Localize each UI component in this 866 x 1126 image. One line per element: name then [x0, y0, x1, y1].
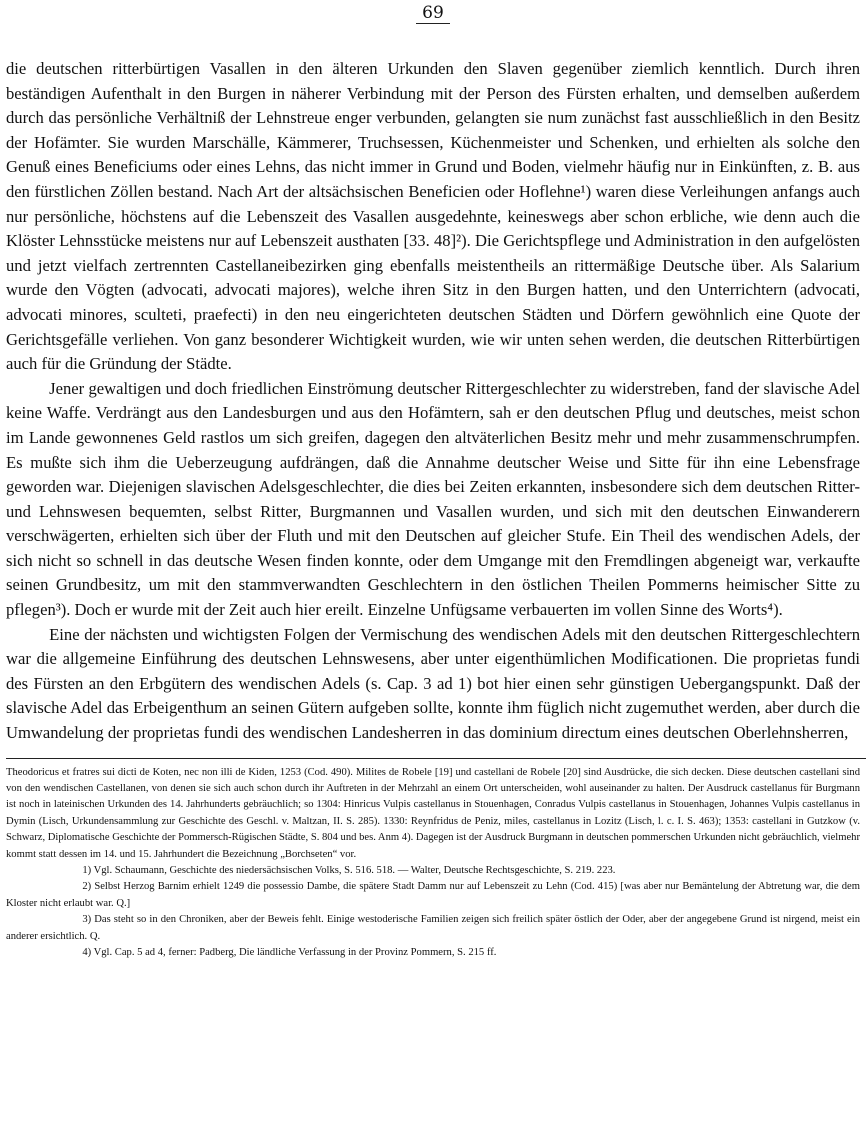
main-text: [6, 57, 860, 746]
paragraph-2: Jener gewaltigen und doch friedlichen Einströmung deutscher Rittergeschlechter zu widerstreben, fand der slavische Adel keine Waffe. Verdrängt aus den Landesburgen und aus den Hofämtern, sah er den deutschen Pflug und deutsches, meist schon im Lande gewonnenes Geld rastlos um sich greifen, dagegen den altväterlichen Besitz mehr und mehr zusammenschrumpfen. Es mußte sich ihm die Ueberzeugung aufdrängen, daß die Annahme deutscher Weise und Sitte für ihn eine Lebensfrage geworden war. Diejenigen slavischen Adelsgeschlechter, die dies bei Zeiten erkannten, insbesondere sich dem deutschen Ritter- und Lehnswesen bequemten, selbst Ritter, Burgmannen und Vasallen wurden, und sich mit den deutschen Einwanderern verschwägerten, erhielten sich über der Fluth und mit den Deutschen auf gleicher Stufe. Ein Theil des wendischen Adels, der sich nicht so schnell in das deutsche Wesen finden konnte, oder dem Umgange mit den Fremdlingen abgeneigt war, verkaufte seinen Grundbesitz, um mit den stammverwandten Geschlechtern in den östlichen Theilen Pommerns heimischer Sitte zu pflegen³). Doch er wurde mit der Zeit auch hier ereilt. Einzelne Unfügsame verbauerten im vollen Sinne des Worts⁴).: [6, 378, 860, 620]
footnote-4: 4) Vgl. Cap. 5 ad 4, ferner: Padberg, Die ländliche Verfassung in der Provinz Pommern, S. 215 ff.: [82, 947, 497, 959]
page-number: 69: [6, 3, 860, 25]
paragraph-1: die deutschen ritterbürtigen Vasallen in den älteren Urkunden den Slaven gegenüber ziemlich kenntlich. Durch ihren beständigen Aufenthalt in den Burgen in näherer Verbindung mit der Person des Fürsten erhalten, und demselben außerdem durch das persönliche Verhältniß der Lehnstreue enger verbunden, gelangten sie num zunächst fast ausschließlich in den Besitz der Hofämter. Sie wurden Marschälle, Kämmerer, Truchsessen, Küchenmeister und Schenken, und erhielten als solche den Genuß eines Beneficiums oder eines Lehns, das nicht immer in Grund und Boden, vielmehr häufig nur in Einkünften, z. B. aus den fürstlichen Zöllen bestand. Nach Art der altsächsischen Beneficien oder Hoflehne¹) waren diese Verleihungen anfangs auch nur persönliche, höchstens auf die Lebenszeit des Vasallen ausgedehnte, keineswegs aber schon erbliche, wie denn auch die Klöster Lehnsstücke meistens nur auf Lebenszeit austhaten [33. 48]²). Die Gerichtspflege und Administration in den aufgelösten und jetzt vielfach zertrennten Castellaneibezirken ging ebenfalls meistentheils an rittermäßige Deutsche über. Als Salarium wurde den Vögten (advocati, advocati majores), welche ihren Sitz in den Burgen hatten, und den Unterrichtern (advocati, advocati minores, sculteti, praefecti) in den neu eingerichteten deutschen Städten und Dörfern gewöhnlich eine Quote der Gerichtsgefälle verliehen. Von ganz besonderer Wichtigkeit wurden, wie wir unten sehen werden, die deutschen Ritterbürtigen auch für die Gründung der Städte.: [6, 59, 860, 374]
footnote-2: 2) Selbst Herzog Barnim erhielt 1249 die possessio Dambe, die spätere Stadt Damm nur auf Lebenszeit zu Lehn (Cod. 415) [was aber nur Bemäntelung der Abtretung war, die dem Kloster nicht erlaubt war. Q.]: [6, 881, 860, 909]
footnote-3: 3) Das steht so in den Chroniken, aber der Beweis fehlt. Einige westoderische Familien zeigen sich freilich später östlich der Oder, aber der angegebene Grund ist nirgend, meist ein anderer ersichtlich. Q.: [6, 914, 860, 942]
footnote-continuation: Theodoricus et fratres sui dicti de Koten, nec non illi de Kiden, 1253 (Cod. 490). Milites de Robele [19] und castellani de Robele [20] sind Ausdrücke, die sich decken. Diese deutschen castellani sind von den wendischen Castellanen, von denen sie sich auch schon durch ihr Auftreten in der Mehrzahl an einem Ort unterscheiden, wohl auseinander zu halten. Der Ausdruck castellanus für Burgmann ist noch in lateinischen Urkunden des 14. Jahrhunderts gebräuchlich; so 1304: Hinricus Vulpis castellanus in Stouenhagen, Conradus Vulpis castellanus in Stouenhagen, Johannes Vulpis castellanus in Dymin (Lisch, Urkundensammlung zur Geschichte des Geschl. v. Maltzan, II. S. 285). 1330: Reynfridus de Peniz, miles, castellanus in Lozitz (Lisch, l. c. I. S. 463); 1353: castellani in Gutzkow (v. Schwarz, Diplomatische Geschichte der Pommersch-Rügischen Städte, S. 804 und bes. Anm 4). Dagegen ist der Ausdruck Burgmann in deutschen pommerschen Urkunden nicht gebräuchlich, vielmehr kommt statt dessen im 14. und 15. Jahrhundert die Bezeichnung „Borchseten“ vor.: [6, 766, 860, 860]
footnote-1: 1) Vgl. Schaumann, Geschichte des niedersächsischen Volks, S. 516. 518. — Walter, Deutsche Rechtsgeschichte, S. 219. 223.: [82, 865, 616, 877]
paragraph-3: Eine der nächsten und wichtigsten Folgen der Vermischung des wendischen Adels mit den deutschen Rittergeschlechtern war die allgemeine Einführung des deutschen Lehnswesens, aber unter eigenthümlichen Modificationen. Die proprietas fundi des Fürsten an den Erbgütern des wendischen Adels (s. Cap. 3 ad 1) bot hier einen sehr günstigen Uebergangspunkt. Daß der slavische Adel das Erbeigenthum an seinen Gütern aufgeben sollte, konnte ihm füglich nicht zugemuthet werden, aber durch die Umwandelung der proprietas fundi des wendischen Landesherren in das dominium directum eines deutschen Oberlehnsherren,: [6, 624, 860, 743]
footnote-divider: [6, 758, 866, 759]
footnotes: [6, 765, 860, 962]
